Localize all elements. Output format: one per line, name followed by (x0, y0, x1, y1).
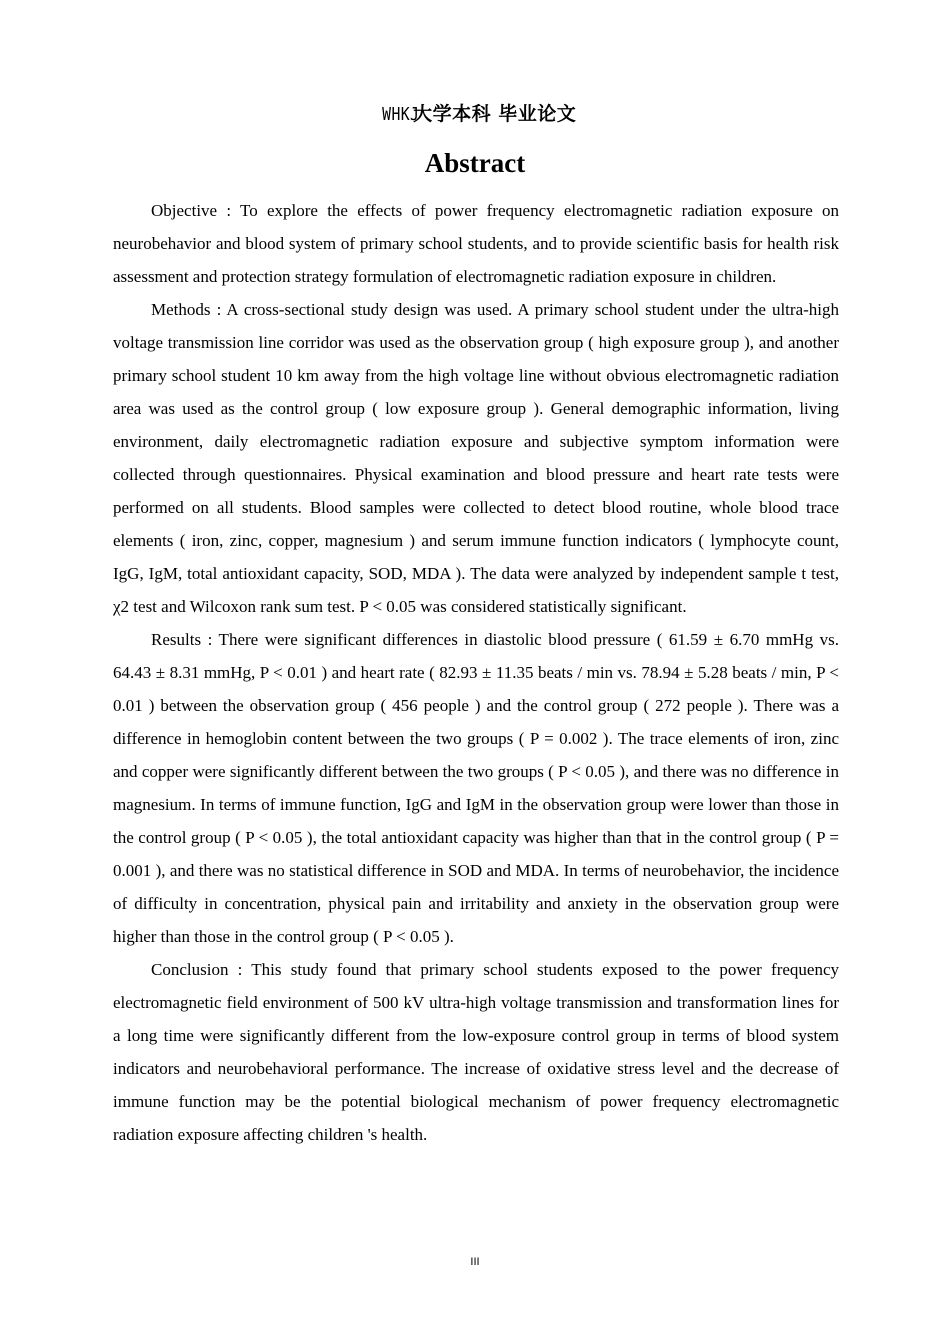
abstract-objective-paragraph: Objective : To explore the effects of power frequency electromagnetic radiation exposure on neurobehavior and blood system of primary school students, and to provide scientific basis for health risk assessment and protection strategy formulation of electromagnetic radiation exposure in children. (113, 201, 839, 286)
abstract-results-paragraph: Results : There were significant differences in diastolic blood pressure ( 61.59 ± 6.70 mmHg vs. 64.43 ± 8.31 mmHg, P < 0.01 ) and heart rate ( 82.93 ± 11.35 beats / min vs. 78.94 ± 5.28 beats / min, P < 0.01 ) between the observation group ( 456 people ) and the control group ( 272 people ). There was a difference in hemoglobin content between the two groups ( P = 0.002 ). The trace elements of iron, zinc and copper were significantly different between the two groups ( P < 0.05 ), and there was no difference in magnesium. In terms of immune function, IgG and IgM in the observation group were lower than those in the control group ( P < 0.05 ), the total antioxidant capacity was higher than that in the control group ( P = 0.001 ), and there was no statistical difference in SOD and MDA. In terms of neurobehavior, the incidence of difficulty in concentration, physical pain and irritability and anxiety in the observation group were higher than those in the control group ( P < 0.05 ). (113, 630, 839, 946)
header-institution-code: WHKJ (381, 104, 420, 125)
header-thesis-label: 大学本科 毕业论文 (413, 103, 577, 125)
abstract-methods-paragraph: Methods : A cross-sectional study design was used. A primary school student under the ultra-high voltage transmission line corridor was used as the observation group ( high exposure group ), and another primary school student 10 km away from the high voltage line without obvious electromagnetic radiation area was used as the control group ( low exposure group ). General demographic information, living environment, daily electromagnetic radiation exposure and subjective symptom information were collected through questionnaires. Physical examination and blood pressure and heart rate tests were performed on all students. Blood samples were collected to detect blood routine, whole blood trace elements ( iron, zinc, copper, magnesium ) and serum immune function indicators ( lymphocyte count, IgG, IgM, total antioxidant capacity, SOD, MDA ). The data were analyzed by independent sample t test, χ2 test and Wilcoxon rank sum test. P < 0.05 was considered statistically significant. (113, 300, 839, 616)
abstract-body (113, 194, 839, 1151)
page-title: Abstract (424, 148, 526, 178)
running-header (0, 101, 950, 128)
page-number: III (470, 1256, 480, 1268)
abstract-conclusion-paragraph: Conclusion : This study found that primary school students exposed to the power frequency electromagnetic field environment of 500 kV ultra-high voltage transmission and transformation lines for a long time were significantly different from the low-exposure control group in terms of blood system indicators and neurobehavioral performance. The increase of oxidative stress level and the decrease of immune function may be the potential biological mechanism of power frequency electromagnetic radiation exposure affecting children 's health. (113, 960, 839, 1144)
